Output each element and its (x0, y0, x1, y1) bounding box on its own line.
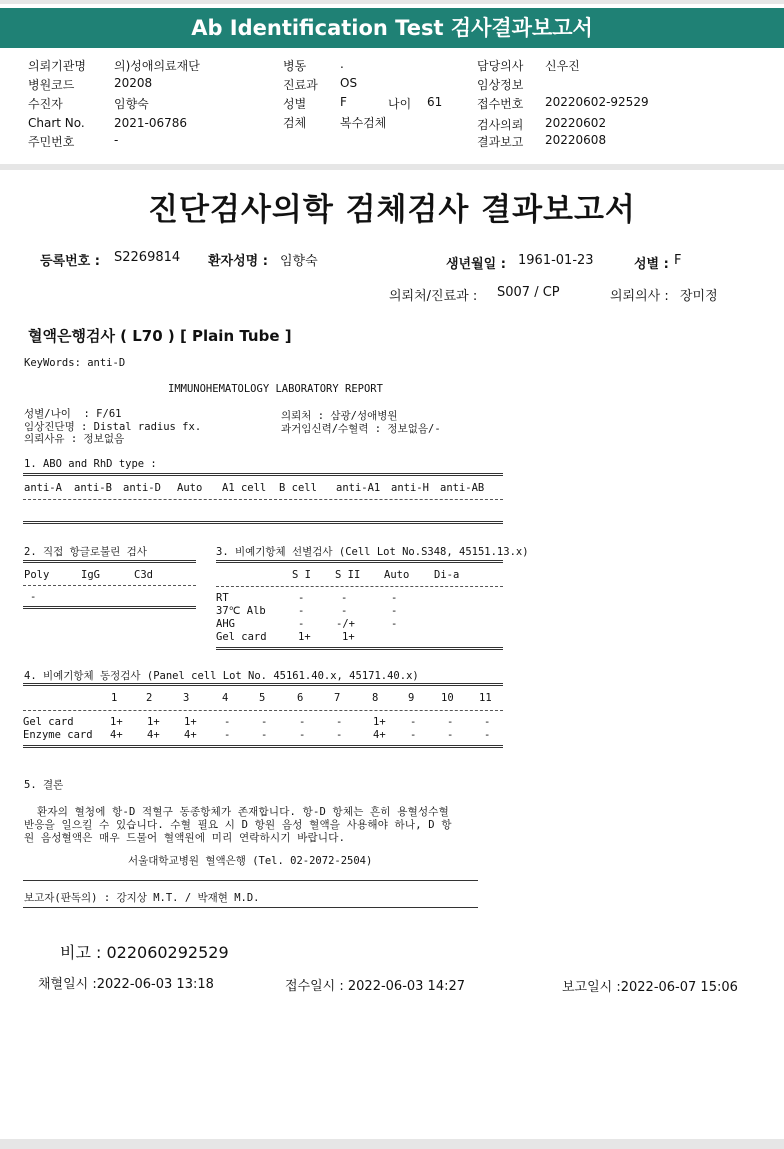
value-institution: 의)성애의료재단 (114, 59, 200, 73)
s4-header-cell: 11 (479, 692, 492, 704)
s4-cell: - (261, 729, 268, 741)
value-age: 61 (427, 95, 443, 109)
sex-label: 성별 : (634, 257, 669, 272)
label-sex: 성별 (283, 97, 307, 111)
received-time: 접수일시 : 2022-06-03 14:27 (285, 979, 466, 994)
s2-value: - (30, 591, 37, 603)
value-receipt-no: 20220602-92529 (545, 95, 649, 109)
s4-cell: - (484, 729, 491, 741)
keywords: KeyWords: anti-D (24, 357, 126, 369)
label-resident-no: 주민번호 (28, 135, 75, 149)
label-institution: 의뢰기관명 (28, 59, 86, 73)
doctor-value: 장미정 (680, 289, 718, 304)
s2-line-bottom (23, 606, 196, 609)
s4-cell: - (299, 729, 306, 741)
s3-row-label: Gel card (216, 631, 267, 643)
s2-header-cell: IgG (81, 569, 100, 581)
s4-header-cell: 9 (408, 692, 415, 704)
s4-cell: - (447, 729, 454, 741)
dept-label: 의뢰처/진료과 : (389, 289, 478, 304)
s4-cell: - (410, 716, 417, 728)
reported-time: 보고일시 :2022-06-07 15:06 (562, 980, 738, 995)
s3-line-top (216, 560, 503, 563)
label-report-date: 결과보고 (477, 135, 524, 149)
s3-line-bottom (216, 647, 503, 650)
label-chart-no: Chart No. (28, 116, 85, 130)
s4-title: 4. 비예기항체 동정검사 (Panel cell Lot No. 45161.40.x, 45171.40.x) (24, 670, 419, 682)
value-physician: 신우진 (545, 59, 580, 73)
s3-cell: -/+ (336, 618, 355, 630)
value-specimen: 복수검체 (340, 116, 387, 130)
label-patient: 수진자 (28, 97, 63, 111)
s1-header-cell: anti-AB (440, 482, 485, 494)
label-ward: 병동 (283, 59, 307, 73)
s3-header-cell: S II (335, 569, 361, 581)
s4-row-label: Gel card (23, 716, 74, 728)
value-hospital-code: 20208 (114, 76, 153, 90)
s3-header-cell: S I (292, 569, 311, 581)
s4-cell: 4+ (373, 729, 386, 741)
label-receipt-no: 접수번호 (477, 97, 524, 111)
s3-row-label: AHG (216, 618, 235, 630)
lab-referrer: 의뢰처 : 삼광/성애병원 (281, 410, 398, 422)
label-department: 진료과 (283, 78, 318, 92)
s3-cell: - (341, 605, 348, 617)
reporter-line-top (23, 880, 478, 881)
s4-header-cell: 5 (259, 692, 266, 704)
s4-cell: - (336, 716, 343, 728)
lab-reason: 의뢰사유 : 정보없음 (24, 433, 125, 445)
value-chart-no: 2021-06786 (114, 116, 188, 130)
label-clinical-info: 임상정보 (477, 78, 524, 92)
s1-line-top (23, 473, 503, 476)
s1-line-mid (23, 499, 503, 500)
value-department: OS (340, 76, 358, 90)
s5-line: 환자의 혈청에 항-D 적혈구 동종항체가 존재합니다. 항-D 항체는 흔히 용혈성수혈 (24, 806, 449, 818)
top-border (0, 0, 784, 4)
s4-cell: 1+ (373, 716, 386, 728)
value-report-date: 20220608 (545, 133, 607, 147)
s3-cell: 1+ (298, 631, 311, 643)
name-label: 환자성명 : (208, 254, 268, 269)
s1-title: 1. ABO and RhD type : (24, 458, 157, 470)
s4-header-cell: 1 (111, 692, 118, 704)
s4-header-cell: 3 (183, 692, 190, 704)
s4-cell: - (336, 729, 343, 741)
label-physician: 담당의사 (477, 59, 524, 73)
collected-time: 채혈일시 :2022-06-03 13:18 (38, 977, 214, 992)
s2-header-cell: Poly (24, 569, 50, 581)
header-separator (0, 164, 784, 170)
s3-cell: - (298, 592, 305, 604)
s3-cell: - (298, 605, 305, 617)
bottom-border (0, 1139, 784, 1149)
reg-label: 등록번호 : (40, 254, 100, 269)
s1-header-cell: anti-D (123, 482, 161, 494)
s4-row-label: Enzyme card (23, 729, 93, 741)
s3-cell: - (298, 618, 305, 630)
s3-cell: - (341, 592, 348, 604)
s4-header-cell: 7 (334, 692, 341, 704)
s3-line-mid (216, 586, 503, 587)
s4-cell: - (224, 716, 231, 728)
s2-header-cell: C3d (134, 569, 153, 581)
report-title: 진단검사의학 검체검사 결과보고서 (148, 192, 636, 228)
s2-line-mid (23, 585, 196, 586)
hospital-contact: 서울대학교병원 혈액은행 (Tel. 02-2072-2504) (128, 855, 373, 867)
label-request-date: 검사의뢰 (477, 118, 524, 132)
section-title: 혈액은행검사 ( L70 ) [ Plain Tube ] (28, 327, 292, 345)
value-patient: 임향숙 (114, 97, 149, 111)
s1-header-cell: B cell (279, 482, 317, 494)
s3-row-label: 37℃ Alb (216, 605, 266, 617)
s3-title: 3. 비예기항체 선별검사 (Cell Lot No.S348, 45151.13.x) (216, 546, 529, 558)
reporter: 보고자(판독의) : 강지상 M.T. / 박재현 M.D. (24, 892, 260, 904)
lab-heading: IMMUNOHEMATOLOGY LABORATORY REPORT (168, 383, 383, 395)
s3-header-cell: Auto (384, 569, 410, 581)
s4-cell: - (484, 716, 491, 728)
name-value: 임향숙 (280, 254, 318, 269)
s4-line-bottom (23, 745, 503, 748)
label-age: 나이 (388, 97, 412, 111)
lab-sex-age: 성별/나이 : F/61 (24, 408, 122, 420)
reg-value: S2269814 (114, 250, 181, 265)
s4-line-mid (23, 710, 503, 711)
s1-line-bottom (23, 521, 503, 524)
s2-title: 2. 직접 항글로불린 검사 (24, 546, 147, 558)
s3-cell: - (391, 592, 398, 604)
s4-cell: 1+ (184, 716, 197, 728)
s1-header-cell: anti-B (74, 482, 112, 494)
s4-header-cell: 2 (146, 692, 153, 704)
s4-header-cell: 6 (297, 692, 304, 704)
s4-cell: 1+ (147, 716, 160, 728)
s1-header-cell: anti-A1 (336, 482, 381, 494)
s1-header-cell: Auto (177, 482, 203, 494)
s4-header-cell: 8 (372, 692, 379, 704)
lab-history: 과거임신력/수혈력 : 정보없음/- (281, 423, 441, 435)
value-request-date: 20220602 (545, 116, 607, 130)
value-sex: F (340, 95, 347, 109)
memo: 비고 : 022060292529 (60, 943, 229, 962)
s5-line: 원 음성혈액은 매우 드물어 혈액원에 미리 연락하시기 바랍니다. (24, 832, 346, 844)
value-ward: . (340, 57, 344, 71)
s4-cell: 1+ (110, 716, 123, 728)
label-hospital-code: 병원코드 (28, 78, 75, 92)
dept-value: S007 / CP (497, 285, 560, 300)
s4-header-cell: 10 (441, 692, 454, 704)
s4-cell: 4+ (147, 729, 160, 741)
dob-label: 생년월일 : (446, 257, 506, 272)
s4-cell: - (410, 729, 417, 741)
s5-title: 5. 결론 (24, 779, 64, 791)
reporter-line-bottom (23, 907, 478, 908)
s4-cell: - (261, 716, 268, 728)
s4-cell: 4+ (110, 729, 123, 741)
sex-value: F (674, 253, 682, 268)
s1-header-cell: anti-H (391, 482, 429, 494)
s1-header-cell: anti-A (24, 482, 62, 494)
s3-row-label: RT (216, 592, 229, 604)
s3-cell: 1+ (342, 631, 355, 643)
s3-header-cell: Di-a (434, 569, 460, 581)
s4-header-cell: 4 (222, 692, 229, 704)
doctor-label: 의뢰의사 : (610, 289, 669, 304)
s5-line: 반응을 일으킬 수 있습니다. 수혈 필요 시 D 항원 음성 혈액을 사용해야 하나, D 항 (24, 819, 452, 831)
s1-header-cell: A1 cell (222, 482, 267, 494)
s4-cell: 4+ (184, 729, 197, 741)
s4-line-top (23, 683, 503, 686)
s3-cell: - (391, 605, 398, 617)
lab-diagnosis: 임상진단명 : Distal radius fx. (24, 421, 202, 433)
s4-cell: - (447, 716, 454, 728)
label-specimen: 검체 (283, 116, 307, 130)
value-resident-no: - (114, 133, 119, 147)
s4-cell: - (299, 716, 306, 728)
s3-cell: - (391, 618, 398, 630)
banner-title: Ab Identification Test 검사결과보고서 (0, 8, 784, 48)
dob-value: 1961-01-23 (518, 253, 594, 268)
s2-line-top (23, 560, 196, 563)
s4-cell: - (224, 729, 231, 741)
